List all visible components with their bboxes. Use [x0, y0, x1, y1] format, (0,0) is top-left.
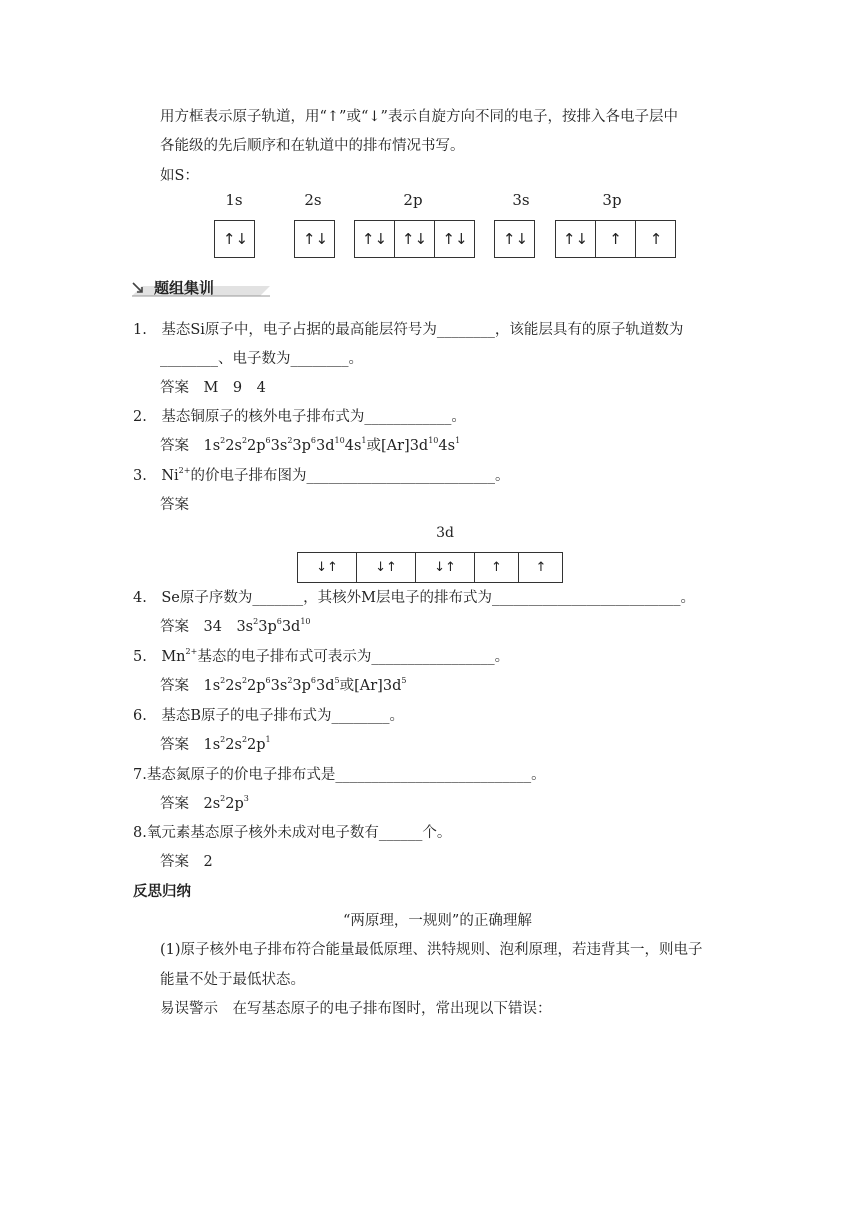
question-7: 7.基态氮原子的价电子排布式是___________________________。	[133, 767, 546, 783]
orbital-cell: ↑	[475, 553, 519, 582]
orbital-cell: ↑	[649, 230, 663, 248]
orbital-cell: ↑↓	[442, 230, 468, 248]
orbital-cell: ↑	[535, 560, 547, 575]
question-2: 2. 基态铜原子的核外电子排布式为____________。	[133, 409, 466, 425]
question-8: 8.氧元素基态原子核外未成对电子数有______个。	[133, 825, 452, 841]
answer-3: 答案	[160, 497, 189, 513]
answer-2: 答案 $1s^22s^22p^63s^23p^63d^{10}4s^1$或$[Ar]3d^{10}4s^1$	[160, 436, 461, 454]
question-1-line-1: 1. 基态Si原子中，电子占据的最高能层符号为________，该能层具有的原子轨道数为	[133, 322, 684, 338]
orbital-cell: ↑↓	[302, 230, 329, 248]
question-1-line-2: ________、电子数为________。	[160, 351, 363, 367]
intro-line-1: 用方框表示原子轨道，用“↑”或“↓”表示自旋方向不同的电子，按排入各电子层中	[160, 109, 678, 125]
orbital-cell: ↓↑	[416, 553, 475, 582]
question-4: 4. Se原子序数为_______，其核外M层电子的排布式为__________________________。	[133, 590, 695, 606]
orbital-cell: ↑↓	[222, 230, 249, 248]
orbital-cell: ↑	[596, 221, 636, 257]
intro-example: 如S：	[160, 168, 199, 184]
question-6: 6. 基态B原子的电子排布式为________。	[133, 708, 404, 724]
answer-7: 答案 $2s^22p^3$	[160, 794, 249, 812]
reflection-subtitle: “两原理，一规则”的正确理解	[343, 913, 532, 929]
orbital-label: 3p	[602, 191, 622, 209]
orbital-cell: ↓↑	[357, 553, 416, 582]
answer-8: 答案 2	[160, 854, 213, 870]
orbital-label: 3s	[512, 191, 530, 209]
orbital-cell: ↑↓	[502, 230, 529, 248]
reflection-paragraph-1-line-2: 能量不处于最低状态。	[160, 972, 305, 988]
section-title: 题组集训	[154, 279, 215, 297]
orbital-box-3p	[555, 220, 676, 258]
orbital-label: 3d	[436, 525, 454, 541]
orbital-label: 2p	[403, 191, 423, 209]
orbital-box-3d	[297, 552, 563, 583]
orbital-box-1s	[214, 220, 255, 258]
answer-6: 答案 $1s^22s^22p^1$	[160, 735, 271, 753]
orbital-label: 2s	[304, 191, 322, 209]
orbital-box-2p	[354, 220, 475, 258]
orbital-label: 1s	[225, 191, 243, 209]
intro-line-2: 各能级的先后顺序和在轨道中的排布情况书写。	[160, 138, 465, 154]
question-5: 5. $Mn^{2+}$基态的电子排布式可表示为_________________。	[133, 647, 510, 665]
orbital-cell: ↑↓	[355, 221, 395, 257]
orbital-cell: ↑↓	[556, 221, 596, 257]
orbital-box-2s	[294, 220, 335, 258]
orbital-box-3s	[494, 220, 535, 258]
reflection-title: 反思归纳	[133, 884, 191, 900]
reflection-paragraph-2: 易误警示 在写基态原子的电子排布图时，常出现以下错误：	[160, 1001, 552, 1017]
reflection-paragraph-1-line-1: (1)原子核外电子排布符合能量最低原理、洪特规则、泡利原理，若违背其一，则电子	[160, 942, 703, 958]
question-3: 3. $Ni^{2+}$的价电子排布图为__________________________。	[133, 466, 510, 484]
answer-5: 答案 $1s^22s^22p^63s^23p^63d^5$或$[Ar]3d^5$	[160, 676, 407, 694]
answer-4: 答案 34 $3s^23p^63d^{10}$	[160, 617, 311, 635]
orbital-cell: ↑↓	[395, 221, 435, 257]
answer-1: 答案 M 9 4	[160, 380, 266, 396]
orbital-cell: ↓↑	[298, 553, 357, 582]
